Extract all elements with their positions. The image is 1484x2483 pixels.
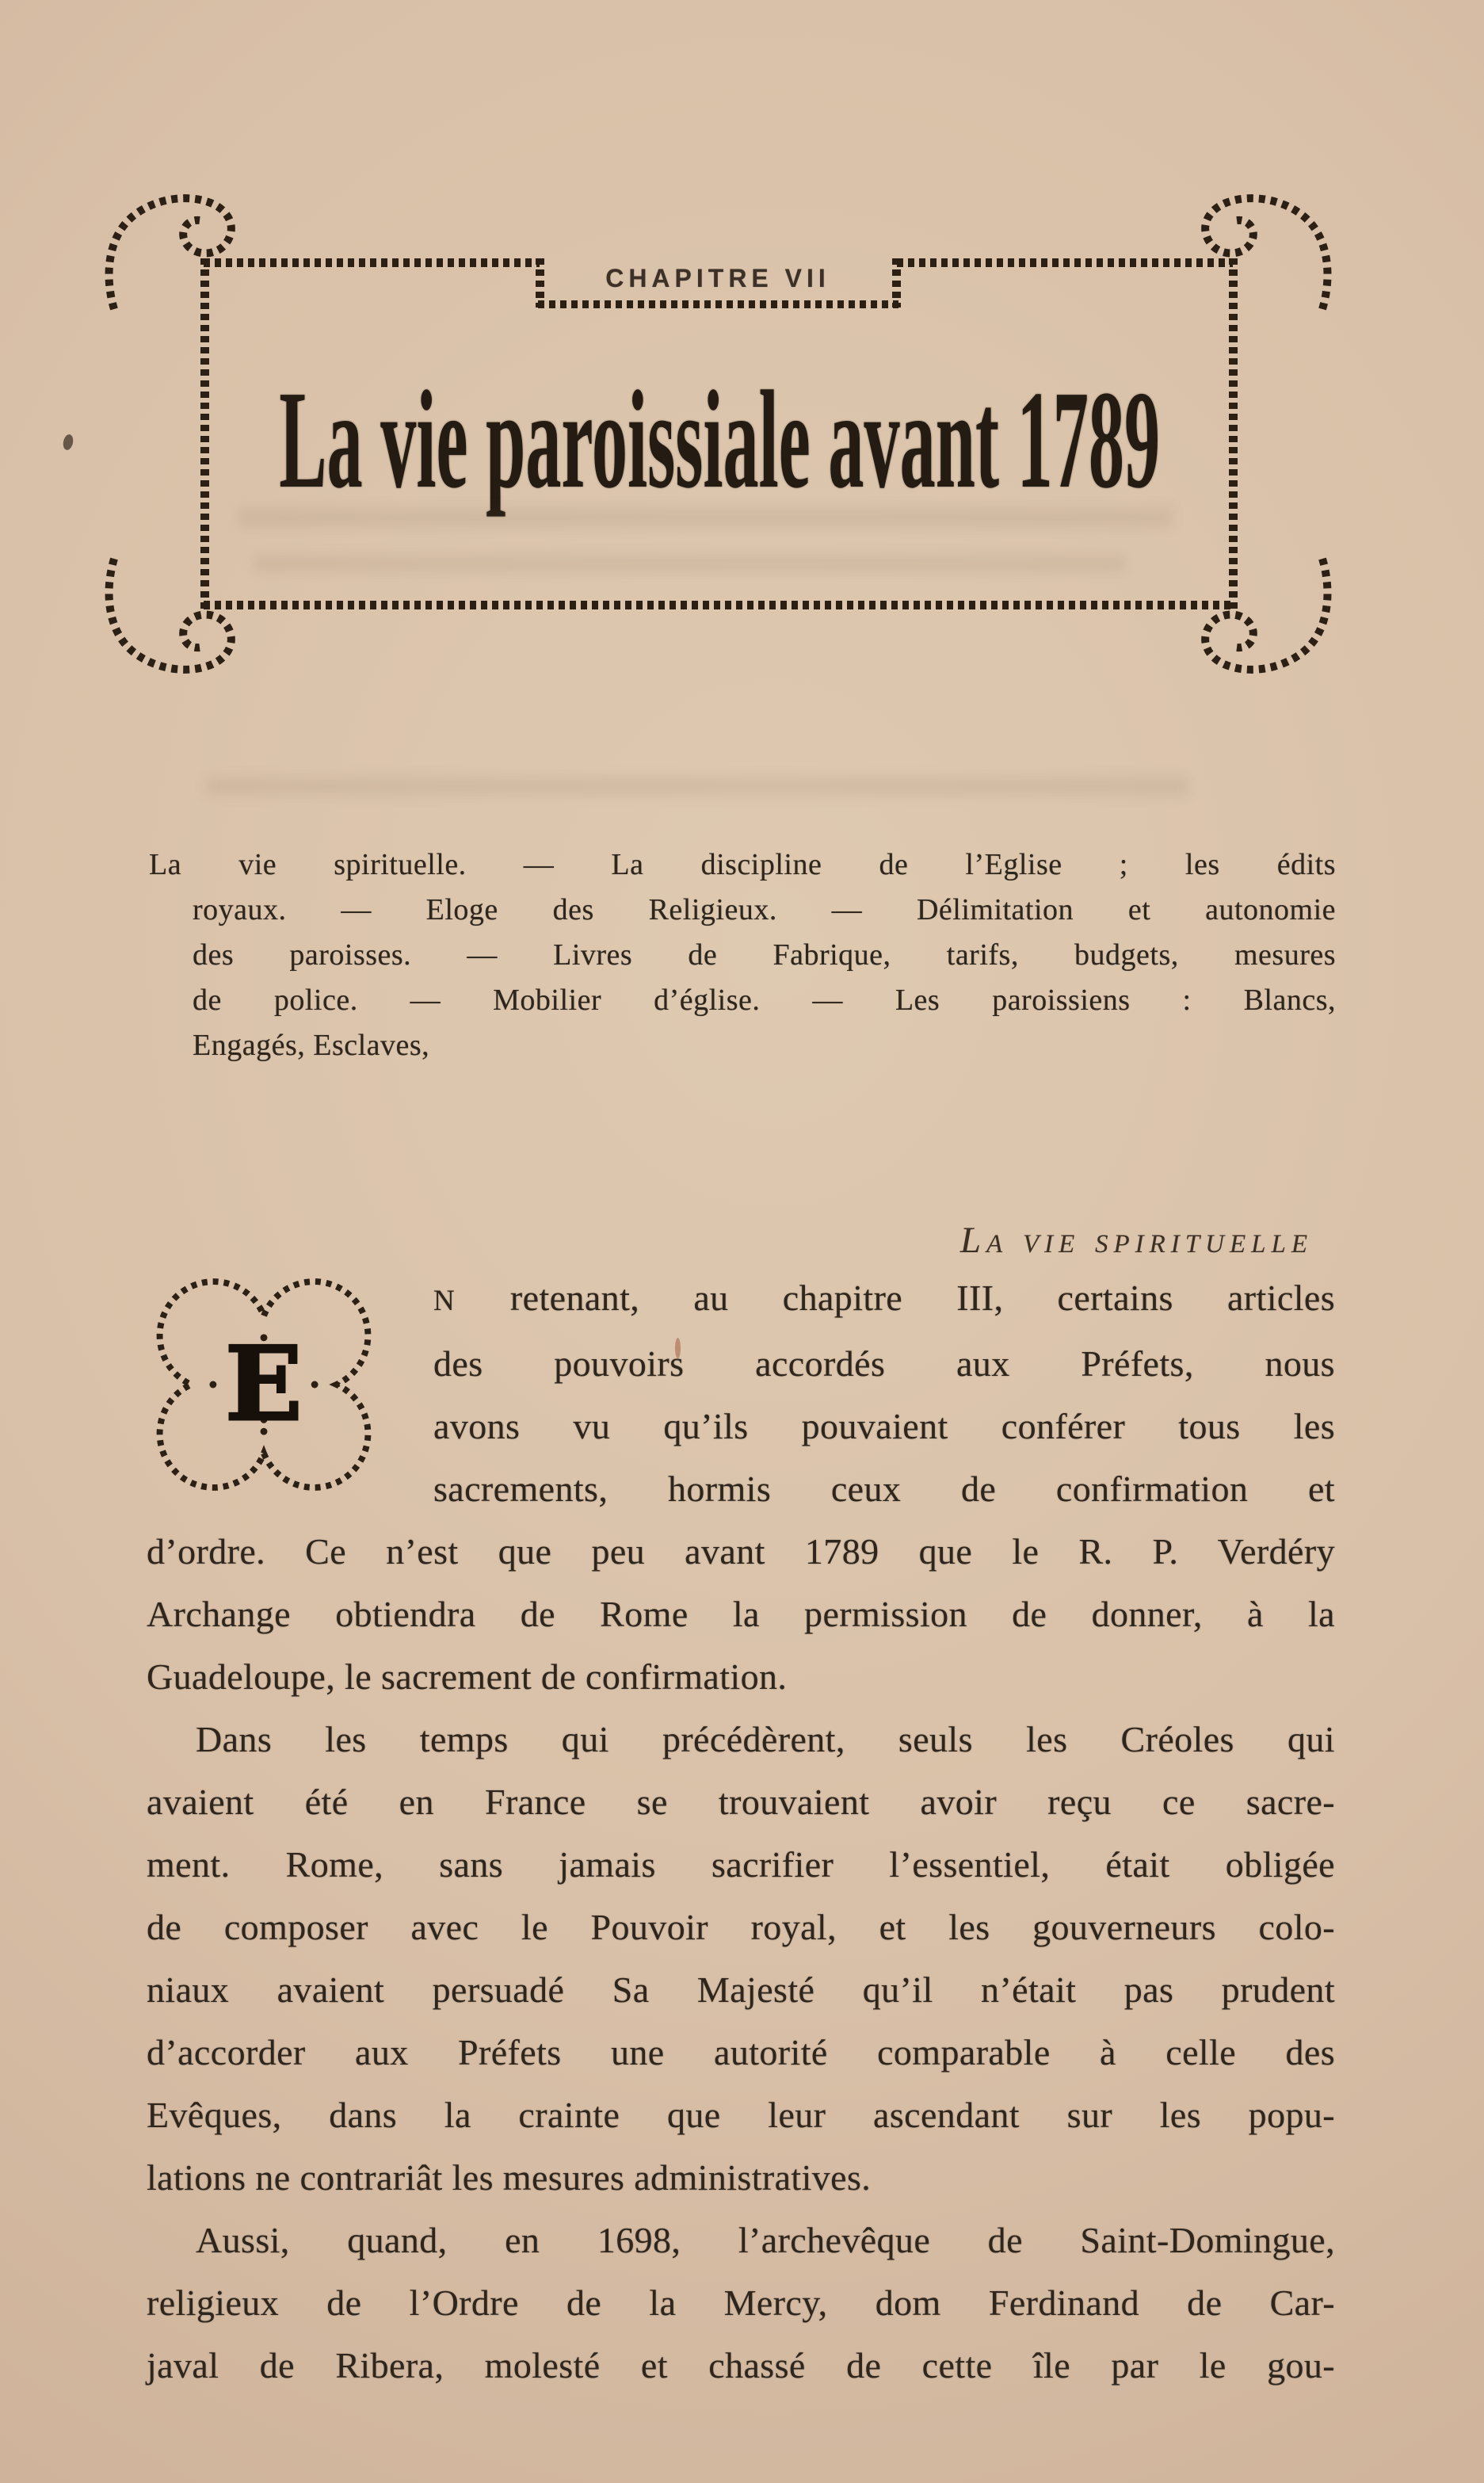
text-line: royaux. — Eloge des Religieux. — Délimitation et autonomie [193,893,1336,926]
corner-flourish-icon [101,189,248,319]
text-line: Guadeloupe, le sacrement de confirmation. [147,1656,788,1697]
text-line: ment. Rome, sans jamais sacrifier l’essentiel, était obligée [147,1844,1335,1885]
text-line: lations ne contrariât les mesures administratives. [147,2157,872,2198]
paragraph-1 [147,1266,1335,1708]
dotted-border-bottom [204,601,1234,609]
drop-cap-letter: E [225,1325,303,1444]
text-line: religieux de l’Ordre de la Mercy, dom Ferdinand de Car- [147,2282,1335,2323]
text-line: sacrements, hormis ceux de confirmation et [433,1469,1335,1509]
text-line: javal de Ribera, molesté et chassé de cette île par le gou- [147,2345,1335,2386]
text-line: des paroisses. — Livres de Fabrique, tarifs, budgets, mesures [193,938,1336,972]
chapter-title: La vie paroissiale avant 1789 [279,361,1160,518]
text-line: Archange obtiendra de Rome la permission de donner, à la [147,1594,1335,1634]
text-line: La vie spirituelle. — La discipline de l’Eglise ; les édits [149,848,1336,881]
chapter-number-label: CHAPITRE VII [605,264,830,292]
text-line: Engagés, Esclaves, [193,1029,430,1062]
corner-flourish-icon [1188,189,1335,319]
page-show-through [254,555,1125,572]
chapter-summary [149,842,1336,1068]
text-line: niaux avaient persuadé Sa Majesté qu’il n’était pas prudent [147,1969,1335,2010]
page-show-through [238,507,1173,528]
dotted-border-top-left-segment [204,258,540,267]
text-line: d’accorder aux Préfets une autorité comparable à celle des [147,2032,1335,2072]
text-line: de composer avec le Pouvoir royal, et les gouverneurs colo- [147,1907,1335,1947]
paragraph-3 [147,2209,1335,2397]
corner-flourish-icon [101,548,248,679]
text-line: N retenant, au chapitre III, certains articles [433,1278,1335,1318]
text-line: avons vu qu’ils pouvaient conférer tous les [433,1406,1335,1446]
page-show-through [206,777,1188,796]
ink-smudge [62,434,74,451]
text-line: Dans les temps qui précédèrent, seuls les Créoles qui [196,1719,1335,1759]
text-line: de police. — Mobilier d’église. — Les paroissiens : Blancs, [193,984,1336,1017]
paragraph-2 [147,1708,1335,2209]
chapter-box-bottom-border [538,300,898,308]
text-line: Evêques, dans la crainte que leur ascendant sur les popu- [147,2095,1335,2135]
section-heading: La vie spirituelle [959,1220,1313,1261]
paragraph-1-full-lines [147,1520,1335,1708]
dotted-border-top-right-segment [897,258,1233,267]
text-line: d’ordre. Ce n’est que peu avant 1789 que le R. P. Verdéry [147,1531,1335,1572]
drop-cap-ornament [147,1266,384,1514]
text-line: Aussi, quand, en 1698, l’archevêque de Saint-Domingue, [196,2220,1335,2260]
body-text [147,1266,1335,2397]
text-line: des pouvoirs accordés aux Préfets, nous [433,1343,1335,1384]
text-line: avaient été en France se trouvaient avoir reçu ce sacre- [147,1782,1335,1822]
corner-flourish-icon [1188,548,1335,679]
chapter-title-block [200,347,1238,533]
